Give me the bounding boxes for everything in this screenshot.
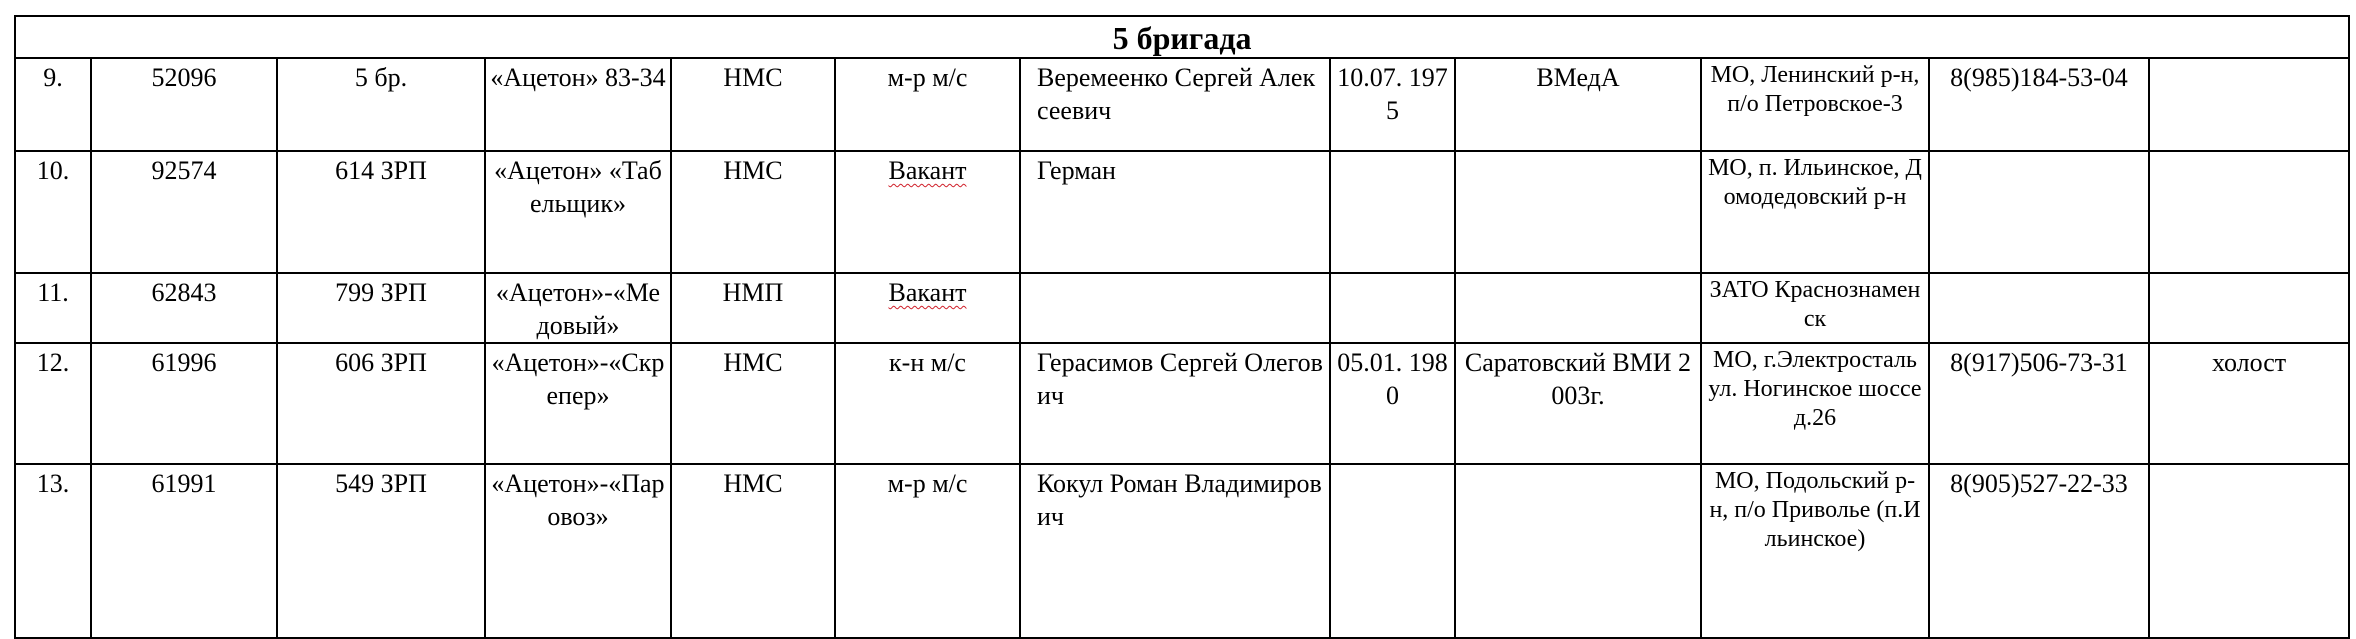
- education: [1455, 273, 1701, 343]
- table-row: [15, 343, 2349, 464]
- rank-text: Вакант: [888, 278, 967, 307]
- rank-text: Вакант: [888, 156, 967, 185]
- position: НМП: [671, 273, 835, 343]
- note: [2149, 273, 2349, 343]
- rank: [835, 273, 1020, 343]
- unit-code: 52096: [91, 58, 277, 151]
- call-sign: «Ацетон» 83-34: [485, 58, 671, 151]
- rank: к-н м/с: [835, 343, 1020, 464]
- birth-date: 05.01. 1980: [1330, 343, 1455, 464]
- education: [1455, 464, 1701, 638]
- table-row: [15, 464, 2349, 638]
- position: НМС: [671, 151, 835, 273]
- table-row: [15, 151, 2349, 273]
- row-number: 9.: [15, 58, 91, 151]
- note: [2149, 151, 2349, 273]
- phone: [1929, 273, 2149, 343]
- rank: м-р м/с: [835, 58, 1020, 151]
- unit-name: 549 ЗРП: [277, 464, 485, 638]
- education: Саратовский ВМИ 2003г.: [1455, 343, 1701, 464]
- unit-code: 61991: [91, 464, 277, 638]
- full-name: Кокул Роман Владимирович: [1020, 464, 1330, 638]
- position: НМС: [671, 464, 835, 638]
- address: МО, Подольский р-н, п/о Приволье (п.Ильинское): [1701, 464, 1929, 638]
- address: МО, п. Ильинское, Домодедовский р-н: [1701, 151, 1929, 273]
- unit-name: 799 ЗРП: [277, 273, 485, 343]
- full-name: Герман: [1020, 151, 1330, 273]
- table-title: 5 бригада: [15, 16, 2349, 58]
- birth-date: 10.07. 1975: [1330, 58, 1455, 151]
- unit-code: 61996: [91, 343, 277, 464]
- full-name: [1020, 273, 1330, 343]
- phone: 8(985)184-53-04: [1929, 58, 2149, 151]
- row-number: 10.: [15, 151, 91, 273]
- address: МО, г.Электросталь ул. Ногинское шоссе д.26: [1701, 343, 1929, 464]
- phone: 8(905)527-22-33: [1929, 464, 2149, 638]
- call-sign: «Ацетон» «Табельщик»: [485, 151, 671, 273]
- position: НМС: [671, 343, 835, 464]
- full-name: Веремеенко Сергей Алексеевич: [1020, 58, 1330, 151]
- brigade-table: [14, 15, 2350, 639]
- address: ЗАТО Краснознаменск: [1701, 273, 1929, 343]
- full-name: Герасимов Сергей Олегович: [1020, 343, 1330, 464]
- unit-name: 614 ЗРП: [277, 151, 485, 273]
- unit-name: 5 бр.: [277, 58, 485, 151]
- birth-date: [1330, 151, 1455, 273]
- note: [2149, 464, 2349, 638]
- call-sign: «Ацетон»-«Паровоз»: [485, 464, 671, 638]
- education: ВМедА: [1455, 58, 1701, 151]
- row-number: 12.: [15, 343, 91, 464]
- rank: м-р м/с: [835, 464, 1020, 638]
- birth-date: [1330, 273, 1455, 343]
- table-row: [15, 58, 2349, 151]
- position: НМС: [671, 58, 835, 151]
- note: [2149, 58, 2349, 151]
- unit-code: 62843: [91, 273, 277, 343]
- table-row: [15, 273, 2349, 343]
- rank: [835, 151, 1020, 273]
- call-sign: «Ацетон»-«Медовый»: [485, 273, 671, 343]
- table-title-row: [15, 16, 2349, 58]
- row-number: 11.: [15, 273, 91, 343]
- education: [1455, 151, 1701, 273]
- phone: [1929, 151, 2149, 273]
- unit-code: 92574: [91, 151, 277, 273]
- address: МО, Ленинский р-н, п/о Петровское-3: [1701, 58, 1929, 151]
- birth-date: [1330, 464, 1455, 638]
- phone: 8(917)506-73-31: [1929, 343, 2149, 464]
- unit-name: 606 ЗРП: [277, 343, 485, 464]
- note: холост: [2149, 343, 2349, 464]
- row-number: 13.: [15, 464, 91, 638]
- call-sign: «Ацетон»-«Скрепер»: [485, 343, 671, 464]
